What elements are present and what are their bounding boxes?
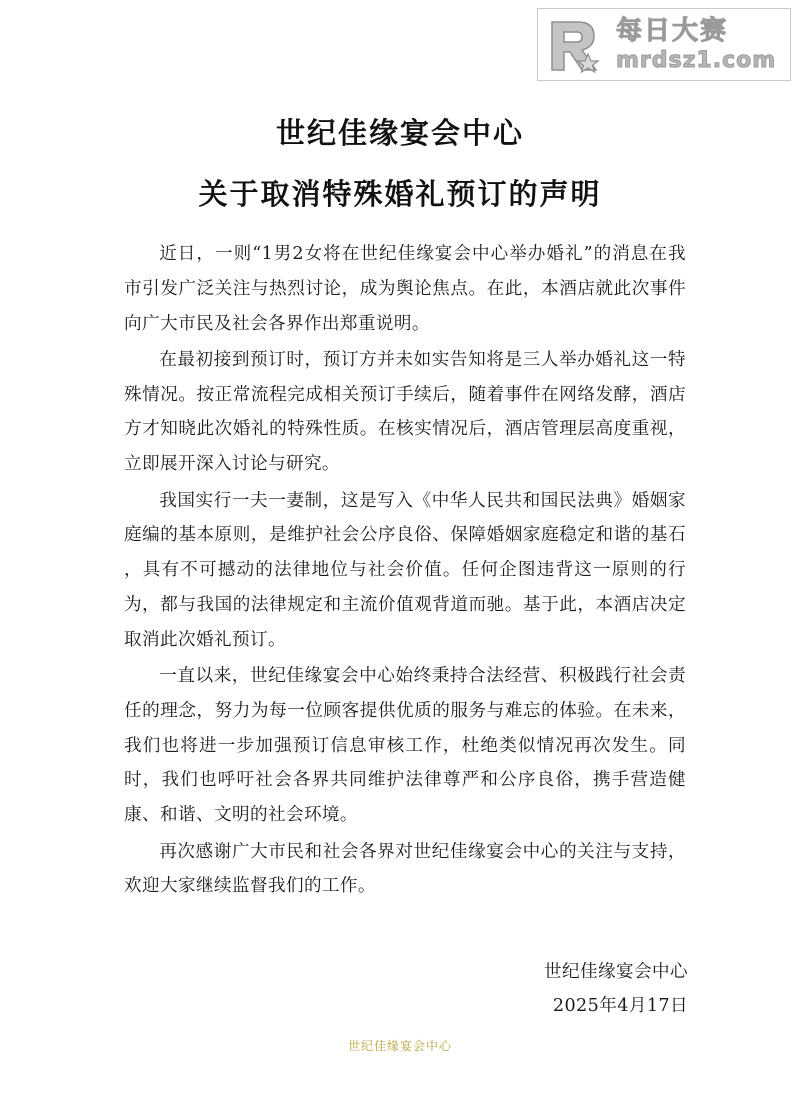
document-title-subject: 关于取消特殊婚礼预订的声明 — [198, 177, 602, 211]
document-body — [124, 237, 686, 906]
paragraph: 一直以来，世纪佳缘宴会中心始终秉持合法经营、积极践行社会责任的理念，努力为每一位顾客提供优质的服务与难忘的体验。在未来，我们也将进一步加强预订信息审核工作，杜绝类似情况再次发生。同时，我们也呼吁社会各界共同维护法律尊严和公序良俗，携手营造健康、和谐、文明的社会环境。 — [124, 666, 686, 826]
signature-organization: 世纪佳缘宴会中心 — [544, 962, 688, 982]
paragraph: 再次感谢广大市民和社会各界对世纪佳缘宴会中心的关注与支持，欢迎大家继续监督我们的工作。 — [124, 841, 686, 897]
watermark-badge — [537, 8, 791, 81]
footer-stamp: 世纪佳缘宴会中心 — [347, 1039, 452, 1053]
watermark-url: mrdsz1.com — [616, 47, 777, 73]
paragraph: 我国实行一夫一妻制，这是写入《中华人民共和国民法典》婚姻家庭编的基本原则，是维护社会公序良俗、保障婚姻家庭稳定和谐的基石 ，具有不可撼动的法律地位与社会价值。任何企图违背这一原则的行为，都与我国的法律规定和主流价值观背道而驰。基于此，本酒店决定取消此次婚礼预订。 — [124, 490, 686, 650]
signature-date: 2025年4月17日 — [552, 996, 688, 1016]
paragraph: 在最初接到预订时，预订方并未如实告知将是三人举办婚礼这一特殊情况。按正常流程完成相关预订手续后，随着事件在网络发酵，酒店方才知晓此次婚礼的特殊性质。在核实情况后，酒店管理层高度重视，立即展开深入讨论与研究。 — [124, 349, 686, 475]
watermark-text — [616, 15, 777, 73]
document-title-org: 世纪佳缘宴会中心 — [275, 116, 524, 150]
watermark-brand: 每日大赛 — [616, 15, 729, 46]
r-star-logo-icon — [544, 14, 606, 76]
paragraph: 近日，一则“1男2女将在世纪佳缘宴会中心举办婚礼”的消息在我市引发广泛关注与热烈讨论，成为舆论焦点。在此，本酒店就此次事件向广大市民及社会各界作出郑重说明。 — [124, 244, 686, 334]
